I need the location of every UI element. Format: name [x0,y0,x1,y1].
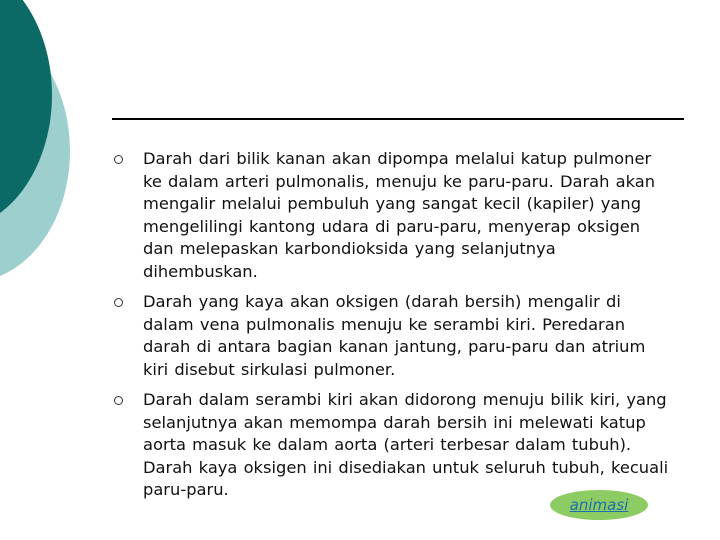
bullet-item [112,389,672,502]
bullet-list [112,148,672,510]
bullet-text: Darah yang kaya akan oksigen (darah bersih) mengalir di dalam vena pulmonalis menuju ke serambi kiri. Peredaran darah di antara bagian kanan jantung, paru-paru dan atrium kiri disebut sirkulasi pulmoner. [143,292,646,379]
bullet-circle-icon [114,298,123,307]
title-divider [112,118,684,120]
bullet-text: Darah dari bilik kanan akan dipompa melalui katup pulmoner ke dalam arteri pulmonalis, menuju ke paru-paru. Darah akan mengalir melalui pembuluh yang sangat kecil (kapiler) yang mengelilingi kantong udara di paru-paru, menyerap oksigen dan melepaskan karbondioksida yang selanjutnya dihembuskan. [143,149,656,281]
bullet-circle-icon [114,155,123,164]
bullet-item [112,148,672,283]
bullet-text: Darah dalam serambi kiri akan didorong menuju bilik kiri, yang selanjutnya akan memompa darah bersih ini melewati katup aorta masuk ke dalam aorta (arteri terbesar dalam tubuh). Darah kaya oksigen ini disediakan untuk seluruh tubuh, kecuali paru-paru. [143,390,669,499]
animation-link-button[interactable]: animasi [550,490,648,520]
bullet-circle-icon [114,396,123,405]
bullet-item [112,291,672,381]
